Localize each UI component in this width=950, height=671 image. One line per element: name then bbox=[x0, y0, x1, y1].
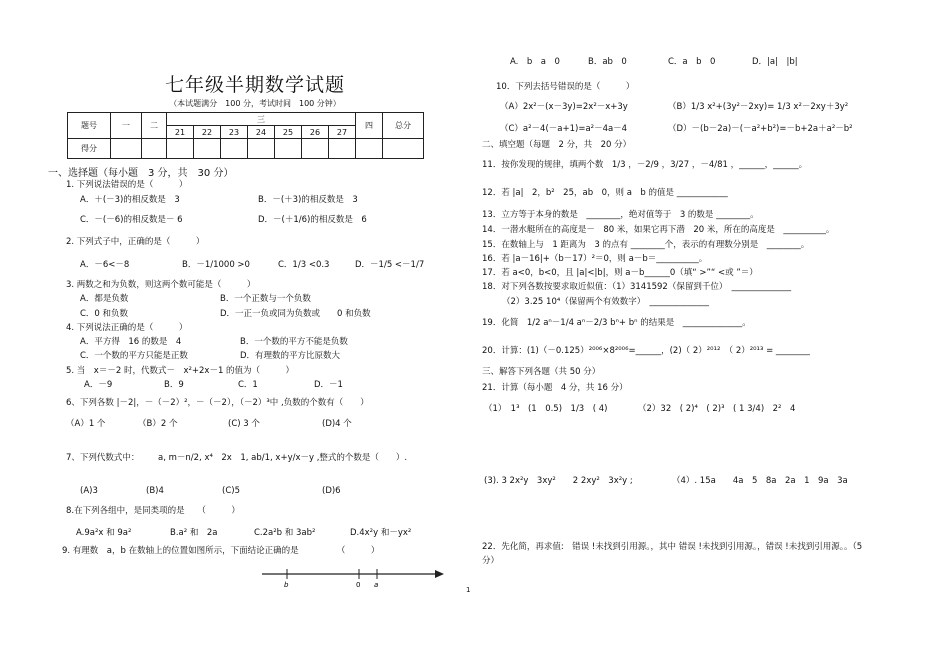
option-text: (C) 3 个 bbox=[228, 419, 260, 429]
question-line: 分） bbox=[482, 556, 500, 566]
header-question: 题号 bbox=[68, 113, 111, 139]
option-text: B．－(＋3)的相反数是 3 bbox=[258, 195, 358, 205]
page-number: 1 bbox=[466, 586, 471, 594]
number-line-figure bbox=[262, 566, 444, 588]
score-cell bbox=[275, 139, 302, 159]
option-text: B．ab 0 bbox=[588, 57, 627, 67]
score-cell bbox=[248, 139, 275, 159]
section-heading: 三、解答下列各题（共 50 分） bbox=[482, 367, 601, 377]
question-line: 7、下列代数式中： bbox=[66, 453, 140, 463]
option-text: A．＋(－3)的相反数是 3 bbox=[80, 195, 180, 205]
option-text: B.a² 和 2a bbox=[170, 528, 218, 538]
question-line: 5. 当 x＝－2 时，代数式－ x²+2x－1 的值为（ ） bbox=[66, 366, 295, 376]
score-cell bbox=[142, 139, 167, 159]
score-cell bbox=[194, 139, 221, 159]
question-line: 6、下列各数 |－2|，－（－2）²，－（－2），（－2）³中 ,负数的个数有（ ） bbox=[66, 398, 369, 408]
score-cell bbox=[329, 139, 356, 159]
option-text: C．1 bbox=[238, 380, 258, 390]
header-four: 四 bbox=[356, 113, 383, 139]
problem-text: （1） 1³ (1 0.5) 1/3 ( 4) bbox=[484, 404, 608, 414]
problem-text: （2）32 ( 2)⁴ ( 2)³ ( 1 3/4) 2² 4 bbox=[638, 404, 796, 414]
q-number: 24 bbox=[248, 126, 275, 139]
option-text: (D)4 个 bbox=[322, 419, 352, 429]
option-text: （A）1 个 bbox=[66, 419, 106, 429]
option-text: C．－(－6)的相反数是－ 6 bbox=[80, 215, 183, 225]
question-line: 19．化简 1/2 aⁿ－1/4 aⁿ－2/3 bⁿ+ bⁿ 的结果是 ______________。 bbox=[482, 318, 751, 328]
option-text: D．－1/5 <－1/7 bbox=[355, 260, 425, 270]
question-line: 21．计算（每小题 4 分，共 16 分） bbox=[482, 383, 628, 393]
score-table bbox=[67, 112, 424, 159]
section-heading: 一、选择题（每小题 3 分，共 30 分） bbox=[48, 168, 234, 179]
question-line: 13．立方等于本身的数是 ________，绝对值等于 3 的数是 ________。 bbox=[482, 210, 759, 220]
option-text: (A)3 bbox=[80, 486, 98, 496]
q-number: 27 bbox=[329, 126, 356, 139]
option-text: D．有理数的平方比原数大 bbox=[240, 351, 341, 361]
option-text: B．－1/1000 >0 bbox=[182, 260, 250, 270]
section-heading: 二、填空题（每题 2 分，共 20 分） bbox=[482, 140, 632, 150]
problem-text: （4）. 15a 4a 5 8a 2a 1 9a 3a bbox=[672, 476, 848, 486]
option-text: B．一个数的平方不能是负数 bbox=[240, 337, 348, 347]
question-line: 2. 下列式子中，正确的是（ ） bbox=[66, 237, 205, 247]
option-text: A.9a²x 和 9a² bbox=[76, 528, 132, 538]
exam-title: 七年级半期数学试题 bbox=[164, 74, 345, 96]
q-number: 21 bbox=[167, 126, 194, 139]
option-text: （B）1/3 x²+(3y²－2xy)= 1/3 x²－2xy＋3y² bbox=[668, 102, 849, 112]
option-text: C．一个数的平方只能是正数 bbox=[80, 351, 188, 361]
option-text: A．都是负数 bbox=[80, 294, 129, 304]
question-line: 15．在数轴上与 1 距离为 3 的点有 ________个，表示的有理数分别是 ________。 bbox=[482, 240, 810, 250]
q-number: 23 bbox=[221, 126, 248, 139]
score-cell bbox=[302, 139, 329, 159]
option-text: B．一个正数与一个负数 bbox=[220, 294, 311, 304]
option-text: B．9 bbox=[164, 380, 184, 390]
problem-text: (3). 3 2x²y 3xy² 2 2xy² 3x²y ; bbox=[484, 476, 633, 486]
question-line: 16．若 |a－16|+（b－17）²＝0，则 a－b＝__________。 bbox=[482, 254, 708, 264]
option-text: A. b a 0 bbox=[510, 57, 560, 67]
option-text: （C）a²－4(－a+1)=a²－4a－4 bbox=[500, 124, 628, 134]
label-a: a bbox=[374, 581, 379, 588]
option-text: A．－9 bbox=[84, 380, 113, 390]
header-three: 三 bbox=[167, 113, 356, 126]
option-text: D．|a| |b| bbox=[752, 57, 798, 67]
option-text: C．0 和负数 bbox=[80, 309, 129, 319]
option-text: (D)6 bbox=[322, 486, 341, 496]
question-line: 3. 两数之和为负数，则这两个数可能是（ ） bbox=[66, 280, 256, 290]
option-text: C.2a²b 和 3ab² bbox=[254, 528, 316, 538]
q-number: 22 bbox=[194, 126, 221, 139]
option-text: D．－(＋1/6)的相反数是 6 bbox=[258, 215, 367, 225]
option-text: （B）2 个 bbox=[138, 419, 178, 429]
q-number: 26 bbox=[302, 126, 329, 139]
header-two: 二 bbox=[142, 113, 167, 139]
number-line-arrow bbox=[435, 570, 444, 578]
option-text: A．－6<－8 bbox=[80, 260, 130, 270]
question-line: 11．按你发现的规律，填两个数 1/3 ，－2/9 ，3/27 ，－4/81 ，______，______。 bbox=[482, 160, 808, 170]
score-cell bbox=[167, 139, 194, 159]
score-label: 得分 bbox=[68, 139, 111, 159]
label-0: 0 bbox=[356, 581, 361, 588]
option-text: C．1/3 <0.3 bbox=[278, 260, 330, 270]
question-line: 17．若 a<0，b<0，且 |a|<|b|，则 a－b______0（填“ >”“ <或 ”＝） bbox=[482, 268, 758, 278]
label-b: b bbox=[284, 581, 289, 588]
q-number: 25 bbox=[275, 126, 302, 139]
exam-subtitle: （本试题满分 100 分，考试时间 100 分钟） bbox=[169, 99, 341, 108]
question-line: 22．先化简，再求值: 错误 !未找到引用源。，其中 错误 !未找到引用源。，错误 !未找到引用源。。（5 bbox=[482, 542, 863, 552]
question-line: 8.在下列各组中，是同类项的是 （ ） bbox=[66, 506, 240, 516]
question-line: （2）3.25 10⁴（保留两个有效数字） ______________ bbox=[502, 297, 710, 307]
option-text: （A）2x²－(x－3y)=2x²－x+3y bbox=[500, 102, 628, 112]
score-cell bbox=[221, 139, 248, 159]
option-text: （D）－(b－2a)－(－a²+b²)=－b+2a＋a²－b² bbox=[668, 124, 853, 134]
option-text: C．a b 0 bbox=[668, 57, 716, 67]
question-line: 20．计算：(1)（－0.125）²⁰⁰⁶×8²⁰⁰⁶=______，(2)（ 2）²⁰¹² （ 2）²⁰¹³ = ________ bbox=[482, 346, 810, 356]
question-line: 4. 下列说法正确的是（ ） bbox=[66, 323, 188, 333]
option-text: (B)4 bbox=[146, 486, 164, 496]
question-line: a, m－n/2, x⁴ 2x 1, ab/1, x+y/x－y ,整式的个数是（ ）. bbox=[158, 453, 408, 463]
option-text: (C)5 bbox=[222, 486, 240, 496]
option-text: D.4x²y 和－yx² bbox=[350, 528, 412, 538]
question-line: 9. 有理数 a，b 在数轴上的位置如图所示，下面结论正确的是 （ ） bbox=[62, 546, 380, 556]
header-one: 一 bbox=[111, 113, 142, 139]
question-line: 18．对下列各数按要求取近似值：（1）3141592（保留到千位） ______________ bbox=[482, 282, 792, 292]
score-cell bbox=[111, 139, 142, 159]
question-line: 12．若 |a| 2，b² 25，ab 0，则 a b 的值是 ____________ bbox=[482, 188, 728, 198]
option-text: D．－1 bbox=[314, 380, 343, 390]
score-cell bbox=[383, 139, 424, 159]
score-cell bbox=[356, 139, 383, 159]
question-line: 14．一潜水艇所在的高度是－ 80 米，如果它再下潜 20 米，所在的高度是 __________。 bbox=[482, 225, 835, 235]
option-text: A．平方得 16 的数是 4 bbox=[80, 337, 182, 347]
question-line: 10．下列去括号错误的是（ ） bbox=[496, 82, 635, 92]
header-total: 总分 bbox=[383, 113, 424, 139]
option-text: D．一正一负或同为负数或 0 和负数 bbox=[220, 309, 371, 319]
question-line: 1. 下列说法错误的是（ ） bbox=[66, 180, 188, 190]
